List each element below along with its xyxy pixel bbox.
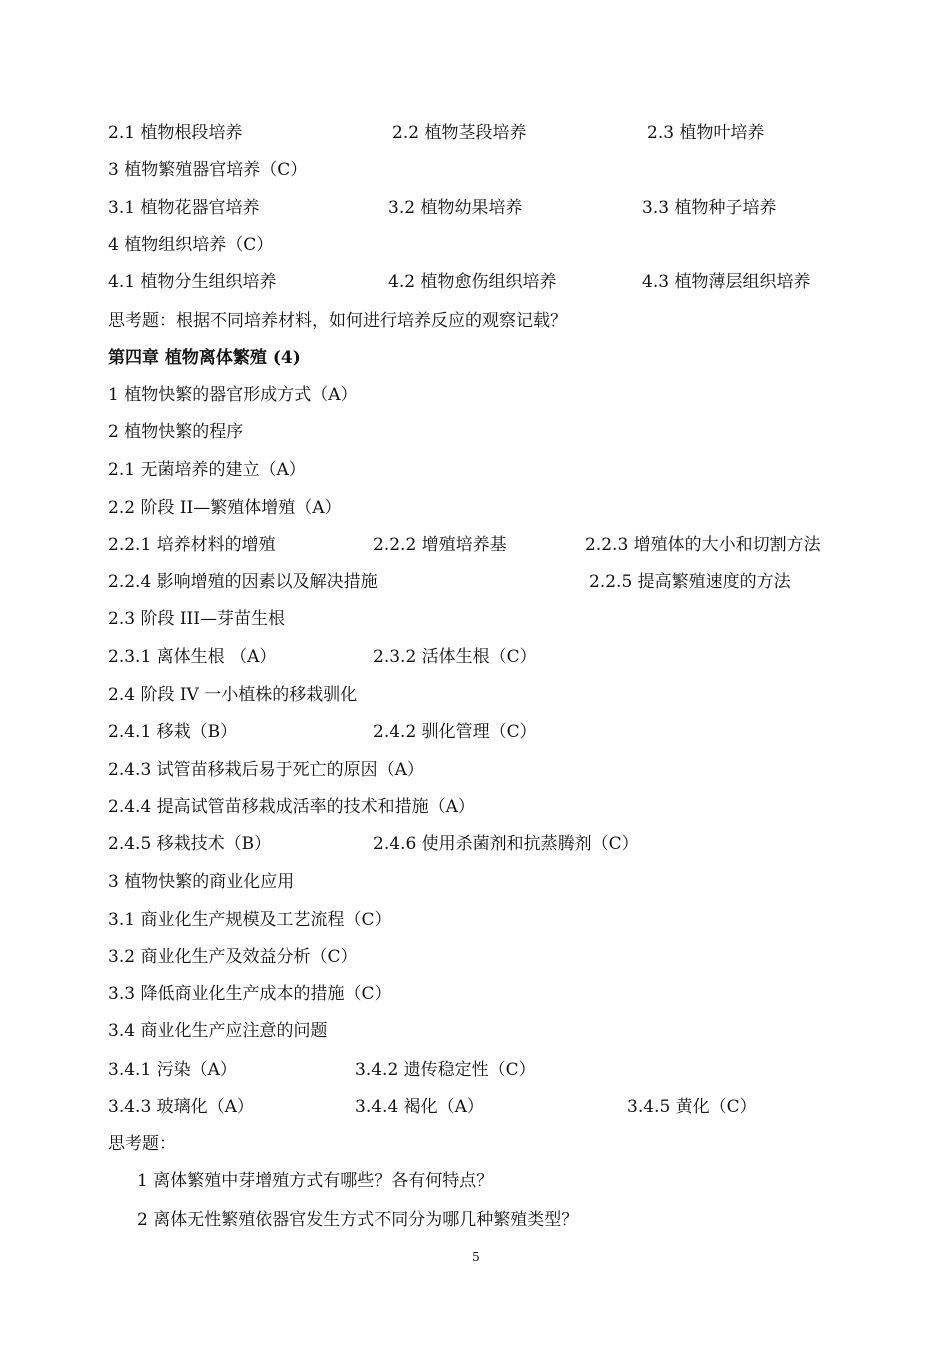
outline-entry: 4.2 植物愈伤组织培养 <box>388 272 557 292</box>
outline-entry: 2.2.1 培养材料的增殖 <box>108 535 276 555</box>
outline-entry: 4.3 植物薄层组织培养 <box>642 272 811 292</box>
text-line: 2 植物快繁的程序 <box>108 422 244 442</box>
text-line: 3 植物繁殖器官培养（C） <box>108 160 308 180</box>
outline-entry: 2.3.1 离体生根 （A） <box>108 647 277 667</box>
outline-entry: 2.4.5 移栽技术（B） <box>108 834 272 854</box>
outline-entry: 2.2.4 影响增殖的因素以及解决措施 <box>108 572 378 592</box>
text-line: 2.2 阶段 II—繁殖体增殖（A） <box>108 498 342 518</box>
outline-entry: 3.2 植物幼果培养 <box>388 198 523 218</box>
text-line: 2 离体无性繁殖依器官发生方式不同分为哪几种繁殖类型？ <box>137 1210 579 1230</box>
outline-entry: 3.3 植物种子培养 <box>642 198 777 218</box>
outline-entry: 3.4.3 玻璃化（A） <box>108 1097 254 1117</box>
text-line: 3 植物快繁的商业化应用 <box>108 872 295 892</box>
outline-entry: 2.3 植物叶培养 <box>647 123 765 143</box>
text-line: 1 植物快繁的器官形成方式（A） <box>108 385 358 405</box>
text-line: 4 植物组织培养（C） <box>108 235 274 255</box>
outline-entry: 2.2.2 增殖培养基 <box>373 535 507 555</box>
outline-entry: 2.4.1 移栽（B） <box>108 722 238 742</box>
text-line: 3.3 降低商业化生产成本的措施（C） <box>108 984 392 1004</box>
outline-entry: 2.2.5 提高繁殖速度的方法 <box>589 572 791 592</box>
outline-entry: 2.3.2 活体生根（C） <box>373 647 537 667</box>
outline-entry: 2.2 植物茎段培养 <box>392 123 527 143</box>
text-line: 2.4.3 试管苗移栽后易于死亡的原因（A） <box>108 760 424 780</box>
chapter-heading: 第四章 植物离体繁殖 (4) <box>108 348 301 368</box>
text-line: 2.1 无菌培养的建立（A） <box>108 460 306 480</box>
outline-entry: 4.1 植物分生组织培养 <box>108 272 277 292</box>
outline-entry: 2.1 植物根段培养 <box>108 123 243 143</box>
text-line: 思考题：根据不同培养材料，如何进行培养反应的观察记载？ <box>108 311 567 331</box>
outline-entry: 3.4.5 黄化（C） <box>627 1097 757 1117</box>
text-line: 1 离体繁殖中芽增殖方式有哪些？各有何特点？ <box>137 1171 494 1191</box>
outline-entry: 3.4.4 褐化（A） <box>355 1097 484 1117</box>
outline-entry: 2.4.6 使用杀菌剂和抗蒸腾剂（C） <box>373 834 639 854</box>
text-line: 3.2 商业化生产及效益分析（C） <box>108 947 358 967</box>
outline-entry: 2.2.3 增殖体的大小和切割方法 <box>585 535 821 555</box>
outline-entry: 2.4.2 驯化管理（C） <box>373 722 537 742</box>
outline-entry: 3.4.2 遗传稳定性（C） <box>355 1060 536 1080</box>
text-line: 2.4 阶段 IV 一小植株的移栽驯化 <box>108 685 358 705</box>
outline-entry: 3.4.1 污染（A） <box>108 1060 237 1080</box>
text-line: 2.3 阶段 III—芽苗生根 <box>108 609 285 629</box>
outline-entry: 3.1 植物花器官培养 <box>108 198 260 218</box>
text-line: 3.1 商业化生产规模及工艺流程（C） <box>108 910 392 930</box>
text-line: 思考题： <box>108 1134 176 1154</box>
text-line: 3.4 商业化生产应注意的问题 <box>108 1021 328 1041</box>
page-number: 5 <box>472 1250 480 1264</box>
text-line: 2.4.4 提高试管苗移栽成活率的技术和措施（A） <box>108 797 475 817</box>
